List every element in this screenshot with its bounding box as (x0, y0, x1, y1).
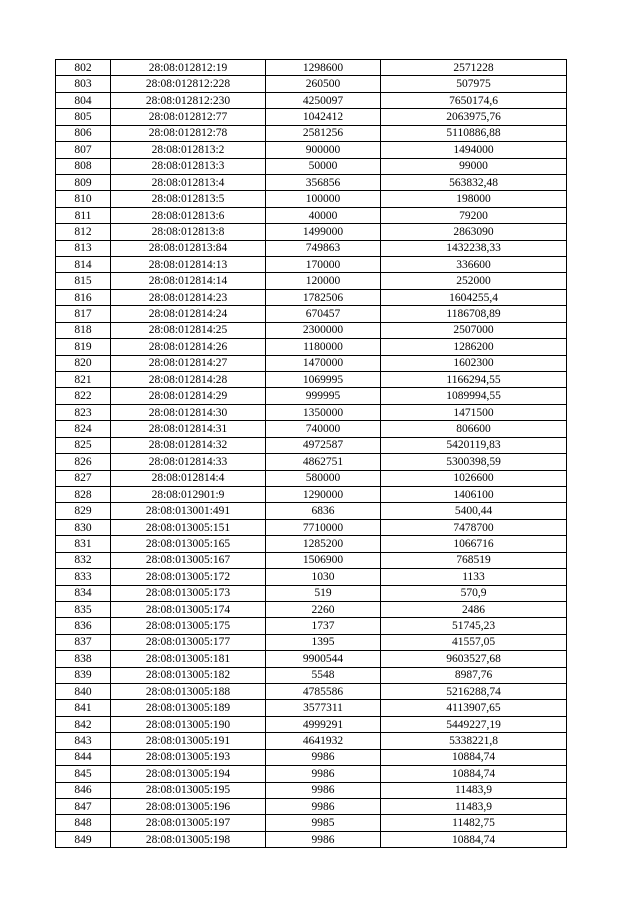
cadastral-number-cell: 28:08:013005:188 (111, 684, 266, 700)
amount-cell: 1089994,55 (381, 388, 567, 404)
row-number-cell: 825 (56, 437, 111, 453)
amount-cell: 11482,75 (381, 815, 567, 831)
table-row (56, 618, 567, 634)
row-number-cell: 821 (56, 372, 111, 388)
table-row (56, 634, 567, 650)
cadastral-number-cell: 28:08:012814:26 (111, 339, 266, 355)
amount-cell: 51745,23 (381, 618, 567, 634)
table-row (56, 569, 567, 585)
table-row (56, 552, 567, 568)
cadastral-number-cell: 28:08:013001:491 (111, 503, 266, 519)
table-row (56, 536, 567, 552)
table-row (56, 322, 567, 338)
amount-cell: 7650174,6 (381, 92, 567, 108)
amount-cell: 5400,44 (381, 503, 567, 519)
amount-cell: 5300398,59 (381, 454, 567, 470)
cadastral-number-cell: 28:08:012812:77 (111, 109, 266, 125)
cadastral-number-cell: 28:08:012813:84 (111, 240, 266, 256)
value-cell: 9986 (266, 766, 381, 782)
value-cell: 120000 (266, 273, 381, 289)
value-cell: 100000 (266, 191, 381, 207)
row-number-cell: 812 (56, 224, 111, 240)
value-cell: 2260 (266, 601, 381, 617)
data-table (55, 59, 567, 848)
cadastral-number-cell: 28:08:012813:8 (111, 224, 266, 240)
cadastral-number-cell: 28:08:013005:172 (111, 569, 266, 585)
cadastral-number-cell: 28:08:013005:193 (111, 749, 266, 765)
table-row (56, 503, 567, 519)
table-row (56, 766, 567, 782)
table-row (56, 585, 567, 601)
cadastral-number-cell: 28:08:012813:5 (111, 191, 266, 207)
value-cell: 519 (266, 585, 381, 601)
cadastral-number-cell: 28:08:013005:198 (111, 831, 266, 847)
table-row (56, 92, 567, 108)
row-number-cell: 804 (56, 92, 111, 108)
row-number-cell: 805 (56, 109, 111, 125)
value-cell: 2581256 (266, 125, 381, 141)
amount-cell: 5338221,8 (381, 733, 567, 749)
table-row (56, 339, 567, 355)
table-row (56, 207, 567, 223)
table-row (56, 224, 567, 240)
value-cell: 740000 (266, 421, 381, 437)
amount-cell: 336600 (381, 257, 567, 273)
cadastral-number-cell: 28:08:013005:167 (111, 552, 266, 568)
row-number-cell: 842 (56, 716, 111, 732)
cadastral-number-cell: 28:08:012814:31 (111, 421, 266, 437)
value-cell: 1737 (266, 618, 381, 634)
table-row (56, 191, 567, 207)
value-cell: 4641932 (266, 733, 381, 749)
row-number-cell: 816 (56, 289, 111, 305)
row-number-cell: 830 (56, 519, 111, 535)
row-number-cell: 810 (56, 191, 111, 207)
value-cell: 260500 (266, 76, 381, 92)
value-cell: 1030 (266, 569, 381, 585)
cadastral-number-cell: 28:08:012812:230 (111, 92, 266, 108)
value-cell: 170000 (266, 257, 381, 273)
value-cell: 1782506 (266, 289, 381, 305)
amount-cell: 10884,74 (381, 749, 567, 765)
table-row (56, 306, 567, 322)
table-row (56, 372, 567, 388)
amount-cell: 2507000 (381, 322, 567, 338)
row-number-cell: 827 (56, 470, 111, 486)
amount-cell: 768519 (381, 552, 567, 568)
row-number-cell: 846 (56, 782, 111, 798)
table-row (56, 782, 567, 798)
row-number-cell: 814 (56, 257, 111, 273)
amount-cell: 2863090 (381, 224, 567, 240)
cadastral-number-cell: 28:08:013005:175 (111, 618, 266, 634)
cadastral-number-cell: 28:08:012813:6 (111, 207, 266, 223)
row-number-cell: 849 (56, 831, 111, 847)
value-cell: 1285200 (266, 536, 381, 552)
value-cell: 356856 (266, 174, 381, 190)
amount-cell: 2063975,76 (381, 109, 567, 125)
table-row (56, 355, 567, 371)
value-cell: 1290000 (266, 486, 381, 502)
amount-cell: 1166294,55 (381, 372, 567, 388)
cadastral-number-cell: 28:08:012814:24 (111, 306, 266, 322)
cadastral-number-cell: 28:08:013005:151 (111, 519, 266, 535)
value-cell: 1298600 (266, 60, 381, 76)
amount-cell: 9603527,68 (381, 651, 567, 667)
amount-cell: 1133 (381, 569, 567, 585)
table-row (56, 470, 567, 486)
table-row (56, 437, 567, 453)
table-row (56, 519, 567, 535)
table-row (56, 831, 567, 847)
row-number-cell: 841 (56, 700, 111, 716)
value-cell: 670457 (266, 306, 381, 322)
amount-cell: 2486 (381, 601, 567, 617)
row-number-cell: 835 (56, 601, 111, 617)
value-cell: 1395 (266, 634, 381, 650)
row-number-cell: 803 (56, 76, 111, 92)
amount-cell: 5216288,74 (381, 684, 567, 700)
amount-cell: 1026600 (381, 470, 567, 486)
row-number-cell: 802 (56, 60, 111, 76)
table-row (56, 749, 567, 765)
amount-cell: 99000 (381, 158, 567, 174)
row-number-cell: 831 (56, 536, 111, 552)
table-row (56, 486, 567, 502)
value-cell: 9986 (266, 798, 381, 814)
amount-cell: 5449227,19 (381, 716, 567, 732)
value-cell: 4250097 (266, 92, 381, 108)
row-number-cell: 844 (56, 749, 111, 765)
value-cell: 50000 (266, 158, 381, 174)
row-number-cell: 809 (56, 174, 111, 190)
table-row (56, 60, 567, 76)
row-number-cell: 837 (56, 634, 111, 650)
cadastral-number-cell: 28:08:013005:189 (111, 700, 266, 716)
cadastral-number-cell: 28:08:013005:195 (111, 782, 266, 798)
row-number-cell: 847 (56, 798, 111, 814)
value-cell: 4862751 (266, 454, 381, 470)
amount-cell: 1604255,4 (381, 289, 567, 305)
row-number-cell: 828 (56, 486, 111, 502)
cadastral-number-cell: 28:08:013005:177 (111, 634, 266, 650)
table-body (56, 60, 567, 848)
cadastral-number-cell: 28:08:012812:78 (111, 125, 266, 141)
cadastral-number-cell: 28:08:012813:3 (111, 158, 266, 174)
value-cell: 5548 (266, 667, 381, 683)
table-row (56, 273, 567, 289)
value-cell: 749863 (266, 240, 381, 256)
amount-cell: 1286200 (381, 339, 567, 355)
cadastral-number-cell: 28:08:013005:194 (111, 766, 266, 782)
value-cell: 40000 (266, 207, 381, 223)
cadastral-number-cell: 28:08:012901:9 (111, 486, 266, 502)
amount-cell: 8987,76 (381, 667, 567, 683)
amount-cell: 2571228 (381, 60, 567, 76)
cadastral-number-cell: 28:08:013005:190 (111, 716, 266, 732)
table-row (56, 174, 567, 190)
table-row (56, 716, 567, 732)
value-cell: 6836 (266, 503, 381, 519)
row-number-cell: 807 (56, 142, 111, 158)
table-row (56, 289, 567, 305)
table-row (56, 257, 567, 273)
table-row (56, 125, 567, 141)
cadastral-number-cell: 28:08:012814:30 (111, 404, 266, 420)
cadastral-number-cell: 28:08:012814:33 (111, 454, 266, 470)
row-number-cell: 811 (56, 207, 111, 223)
amount-cell: 79200 (381, 207, 567, 223)
row-number-cell: 832 (56, 552, 111, 568)
amount-cell: 4113907,65 (381, 700, 567, 716)
row-number-cell: 840 (56, 684, 111, 700)
cadastral-number-cell: 28:08:013005:174 (111, 601, 266, 617)
cadastral-number-cell: 28:08:013005:182 (111, 667, 266, 683)
cadastral-number-cell: 28:08:012814:4 (111, 470, 266, 486)
amount-cell: 1066716 (381, 536, 567, 552)
cadastral-number-cell: 28:08:012814:27 (111, 355, 266, 371)
row-number-cell: 829 (56, 503, 111, 519)
row-number-cell: 817 (56, 306, 111, 322)
row-number-cell: 824 (56, 421, 111, 437)
cadastral-number-cell: 28:08:013005:197 (111, 815, 266, 831)
amount-cell: 5420119,83 (381, 437, 567, 453)
table-row (56, 815, 567, 831)
amount-cell: 5110886,88 (381, 125, 567, 141)
amount-cell: 10884,74 (381, 831, 567, 847)
cadastral-number-cell: 28:08:013005:196 (111, 798, 266, 814)
row-number-cell: 838 (56, 651, 111, 667)
value-cell: 900000 (266, 142, 381, 158)
row-number-cell: 833 (56, 569, 111, 585)
table-row (56, 76, 567, 92)
cadastral-number-cell: 28:08:012814:23 (111, 289, 266, 305)
table-row (56, 240, 567, 256)
cadastral-number-cell: 28:08:012814:14 (111, 273, 266, 289)
amount-cell: 7478700 (381, 519, 567, 535)
value-cell: 1499000 (266, 224, 381, 240)
amount-cell: 11483,9 (381, 798, 567, 814)
cadastral-number-cell: 28:08:012813:4 (111, 174, 266, 190)
cadastral-number-cell: 28:08:012814:29 (111, 388, 266, 404)
value-cell: 1470000 (266, 355, 381, 371)
cadastral-number-cell: 28:08:012813:2 (111, 142, 266, 158)
amount-cell: 11483,9 (381, 782, 567, 798)
table-row (56, 700, 567, 716)
cadastral-number-cell: 28:08:012814:25 (111, 322, 266, 338)
value-cell: 4972587 (266, 437, 381, 453)
value-cell: 9900544 (266, 651, 381, 667)
amount-cell: 563832,48 (381, 174, 567, 190)
amount-cell: 507975 (381, 76, 567, 92)
row-number-cell: 823 (56, 404, 111, 420)
value-cell: 1506900 (266, 552, 381, 568)
row-number-cell: 836 (56, 618, 111, 634)
cadastral-number-cell: 28:08:013005:165 (111, 536, 266, 552)
value-cell: 2300000 (266, 322, 381, 338)
amount-cell: 1494000 (381, 142, 567, 158)
cadastral-number-cell: 28:08:013005:173 (111, 585, 266, 601)
cadastral-number-cell: 28:08:012812:228 (111, 76, 266, 92)
row-number-cell: 819 (56, 339, 111, 355)
amount-cell: 10884,74 (381, 766, 567, 782)
amount-cell: 1406100 (381, 486, 567, 502)
row-number-cell: 818 (56, 322, 111, 338)
table-row (56, 601, 567, 617)
row-number-cell: 822 (56, 388, 111, 404)
row-number-cell: 806 (56, 125, 111, 141)
table-row (56, 142, 567, 158)
cadastral-number-cell: 28:08:012812:19 (111, 60, 266, 76)
row-number-cell: 815 (56, 273, 111, 289)
value-cell: 9986 (266, 831, 381, 847)
amount-cell: 252000 (381, 273, 567, 289)
table-row (56, 454, 567, 470)
cadastral-number-cell: 28:08:012814:32 (111, 437, 266, 453)
row-number-cell: 834 (56, 585, 111, 601)
row-number-cell: 820 (56, 355, 111, 371)
row-number-cell: 845 (56, 766, 111, 782)
table-row (56, 684, 567, 700)
table-row (56, 798, 567, 814)
value-cell: 1180000 (266, 339, 381, 355)
cadastral-number-cell: 28:08:012814:13 (111, 257, 266, 273)
table-row (56, 388, 567, 404)
cadastral-number-cell: 28:08:013005:181 (111, 651, 266, 667)
value-cell: 4785586 (266, 684, 381, 700)
amount-cell: 1186708,89 (381, 306, 567, 322)
row-number-cell: 848 (56, 815, 111, 831)
row-number-cell: 813 (56, 240, 111, 256)
amount-cell: 1432238,33 (381, 240, 567, 256)
amount-cell: 570,9 (381, 585, 567, 601)
value-cell: 999995 (266, 388, 381, 404)
table-row (56, 733, 567, 749)
value-cell: 7710000 (266, 519, 381, 535)
amount-cell: 1471500 (381, 404, 567, 420)
value-cell: 9985 (266, 815, 381, 831)
row-number-cell: 826 (56, 454, 111, 470)
amount-cell: 1602300 (381, 355, 567, 371)
amount-cell: 806600 (381, 421, 567, 437)
value-cell: 9986 (266, 782, 381, 798)
row-number-cell: 839 (56, 667, 111, 683)
table-row (56, 421, 567, 437)
value-cell: 1069995 (266, 372, 381, 388)
value-cell: 3577311 (266, 700, 381, 716)
table-row (56, 109, 567, 125)
value-cell: 1042412 (266, 109, 381, 125)
cadastral-number-cell: 28:08:012814:28 (111, 372, 266, 388)
row-number-cell: 808 (56, 158, 111, 174)
row-number-cell: 843 (56, 733, 111, 749)
table-row (56, 158, 567, 174)
cadastral-number-cell: 28:08:013005:191 (111, 733, 266, 749)
value-cell: 1350000 (266, 404, 381, 420)
value-cell: 4999291 (266, 716, 381, 732)
value-cell: 9986 (266, 749, 381, 765)
amount-cell: 198000 (381, 191, 567, 207)
value-cell: 580000 (266, 470, 381, 486)
table-row (56, 667, 567, 683)
amount-cell: 41557,05 (381, 634, 567, 650)
table-row (56, 651, 567, 667)
table-row (56, 404, 567, 420)
